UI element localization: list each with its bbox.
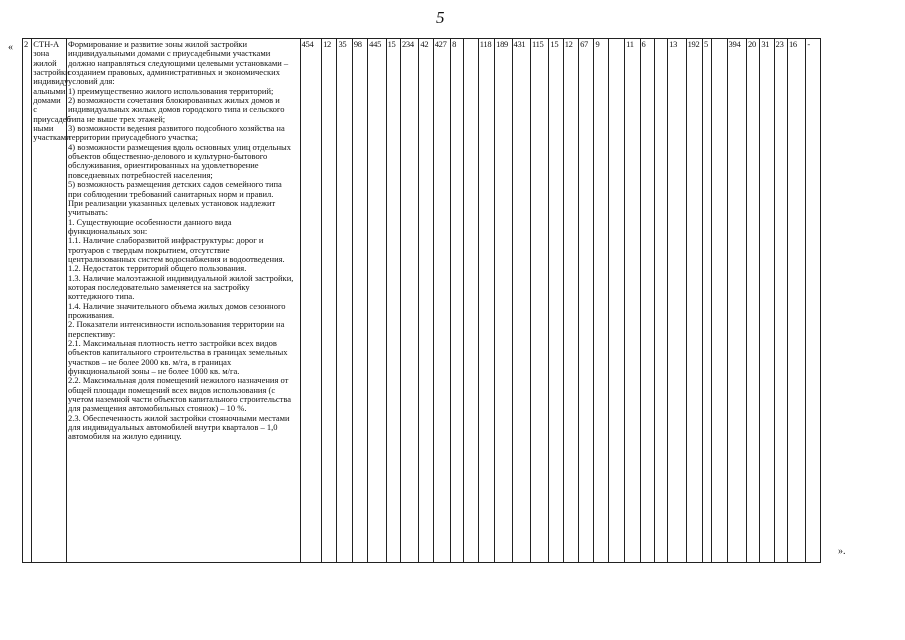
description-line: объектов капитального строительства в границах земельных: [68, 347, 288, 358]
value-cell: 234: [400, 39, 418, 563]
description-line: которая последовательно заменяется на застройку: [68, 281, 250, 292]
description-line: 1.1. Наличие слаборазвитой инфраструктуры: дорог и: [68, 235, 264, 246]
description-line: функциональных зон:: [68, 225, 148, 236]
description-line: учитывать:: [68, 207, 108, 218]
value-cell: 20: [747, 39, 760, 563]
value-cell: 431: [512, 39, 530, 563]
description-line: 2. Показатели интенсивности использования территории на: [68, 319, 285, 330]
value-cell: 6: [640, 39, 654, 563]
description-line: 5) возможность размещения детских садов семейного типа: [68, 179, 282, 190]
description-line: индивидуальных жилых домов городского типа и сельского: [68, 104, 285, 115]
opening-quote: «: [8, 42, 13, 53]
description-line: 3) возможности ведения развитого подсобного хозяйства на: [68, 123, 285, 134]
description-line: 2.3. Обеспеченность жилой застройки стояночными местами: [68, 412, 290, 423]
description-line: типа не выше трех этажей;: [68, 113, 166, 124]
description-line: условий для:: [68, 76, 115, 87]
value-cell: 15: [549, 39, 563, 563]
zone-code-line: приусадеб: [33, 113, 71, 124]
zone-code-cell: [32, 39, 71, 563]
row-index: 2: [23, 39, 32, 563]
description-line: 4) возможности размещения вдоль основных улиц отдельных: [68, 141, 292, 152]
value-cell: 192: [686, 39, 702, 563]
description-line: централизованных систем водоснабжения и водоотведения.: [68, 253, 285, 264]
description-line: для индивидуальных автомобилей внутри кварталов – 1,0: [68, 422, 278, 433]
description-line: Формирование и развитие зоны жилой застройки: [68, 39, 247, 49]
value-cell: 115: [530, 39, 548, 563]
description-line: автомобиля на жилую единицу.: [68, 431, 182, 442]
value-cell: 15: [386, 39, 400, 563]
value-cell: 13: [668, 39, 686, 563]
zone-description-cell: [67, 39, 301, 563]
description-line: 1. Существующие особенности данного вида: [68, 216, 232, 227]
table-row: [23, 39, 821, 563]
description-line: 1.2. Недостаток территорий общего пользования.: [68, 263, 247, 274]
zone-code-line: домами с: [33, 95, 61, 115]
value-cell: -: [806, 39, 821, 563]
value-cell: 16: [787, 39, 805, 563]
description-line: 1.3. Наличие малоэтажной индивидуальной жилой застройки,: [68, 272, 294, 283]
value-cell: 8: [451, 39, 464, 563]
value-cell: 189: [495, 39, 512, 563]
description-line: для размещения автомобильных стоянок) – 10 %.: [68, 403, 247, 414]
description-line: 2.2. Максимальная доля помещений нежилого назначения от: [68, 375, 289, 386]
zone-code-line: застройки: [33, 67, 70, 78]
value-cell: [464, 39, 478, 563]
zone-code-line: участками: [33, 132, 71, 143]
zone-code-line: альными: [33, 85, 66, 96]
description-line: 1.4. Наличие значительного объема жилых домов сезонного: [68, 300, 286, 311]
description-line: 2.1. Максимальная плотность нетто застройки всех видов: [68, 338, 277, 348]
value-cell: [608, 39, 624, 563]
closing-quote: ».: [838, 546, 846, 557]
description-line: функциональной зоны – не более 1000 кв. м/га.: [68, 366, 240, 377]
description-line: повседневных потребностей населения;: [68, 169, 213, 180]
description-line: При реализации указанных целевых установок надлежит: [68, 197, 276, 208]
zone-code-line: индивиду: [33, 76, 69, 87]
value-cell: 5: [702, 39, 711, 563]
zone-table: [22, 38, 821, 563]
description-line: тротуаров с твердым покрытием, отсутствие: [68, 244, 230, 255]
description-line: общей площади помещений всех видов использования (с: [68, 384, 276, 395]
description-line: коттеджного типа.: [68, 291, 135, 302]
value-cell: [654, 39, 667, 563]
value-cell: 9: [594, 39, 608, 563]
description-line: перспективу:: [68, 328, 116, 339]
value-cell: 445: [368, 39, 386, 563]
description-line: проживания.: [68, 309, 115, 320]
value-cell: 11: [625, 39, 640, 563]
description-line: при соблюдении требований санитарных норм и правил.: [68, 188, 274, 199]
description-line: 1) преимущественно жилого использования территорий;: [68, 85, 274, 96]
value-cell: 31: [760, 39, 774, 563]
value-cell: 98: [352, 39, 367, 563]
description-line: должно направляться следующими целевыми установками –: [68, 57, 289, 68]
value-cell: 394: [727, 39, 746, 563]
zone-code-line: СТН-А: [33, 39, 60, 49]
zone-code-line: жилой: [33, 57, 57, 68]
value-cell: 42: [419, 39, 433, 563]
value-cell: 427: [433, 39, 450, 563]
value-cell: 118: [478, 39, 494, 563]
zone-code-line: ными: [33, 123, 54, 134]
description-line: учетом наземной части объектов капитального строительства: [68, 394, 291, 405]
value-cell: 35: [337, 39, 352, 563]
value-cell: 23: [774, 39, 787, 563]
description-line: объектов общественно-делового и культурно-бытового: [68, 151, 268, 162]
value-cell: [712, 39, 727, 563]
description-line: территории приусадебного участка;: [68, 132, 198, 143]
description-line: созданием правовых, административных и экономических: [68, 67, 280, 78]
zone-code-line: зона: [33, 48, 50, 59]
value-cell: 67: [579, 39, 594, 563]
description-line: 2) возможности сочетания блокированных жилых домов и: [68, 95, 280, 106]
description-line: обслуживания, ориентированных на удовлетворение: [68, 160, 259, 171]
page-number: 5: [436, 8, 445, 27]
description-line: индивидуальными домами с приусадебными участками: [68, 48, 271, 59]
description-line: участков – не более 2000 кв. м/га, в границах: [68, 356, 232, 367]
value-cell: 12: [563, 39, 578, 563]
value-cell: 12: [322, 39, 337, 563]
value-cell: 454: [300, 39, 322, 563]
